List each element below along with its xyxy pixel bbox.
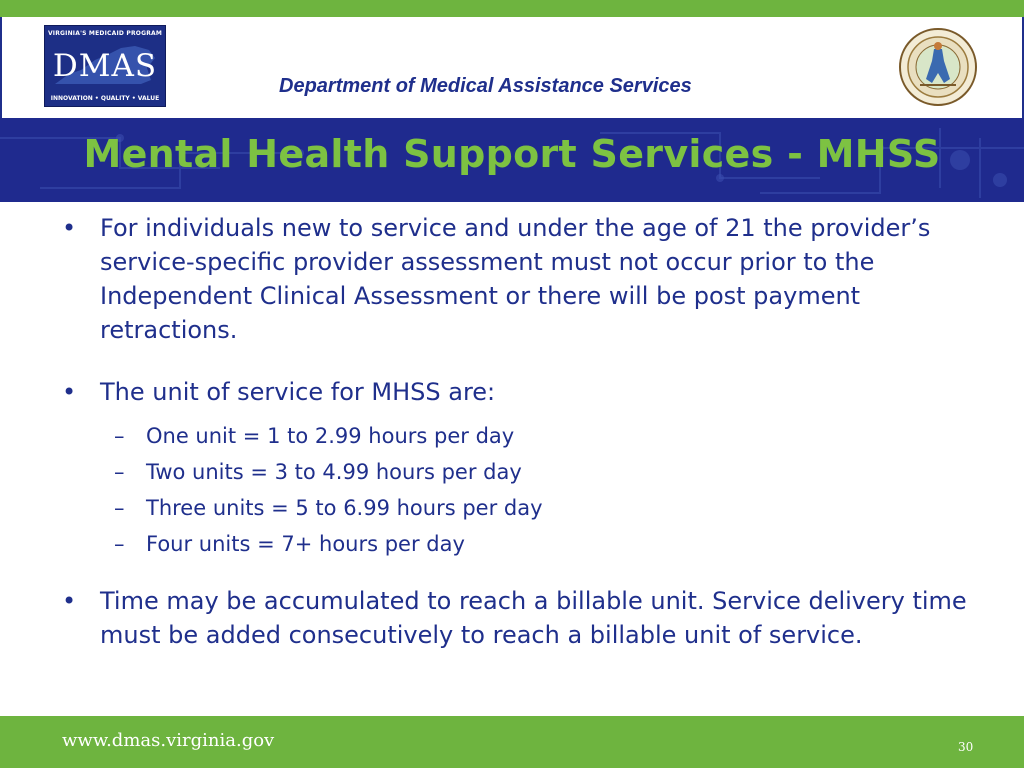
bullet-text: The unit of service for MHSS are:: [100, 378, 496, 406]
sub-bullet-item: [58, 526, 978, 562]
dash-marker: –: [114, 424, 125, 448]
dash-marker: –: [114, 532, 125, 556]
bullet-text: For individuals new to service and under the age of 21 the provider’s service-specific provider assessment must not occur prior to the Independent Clinical Assessment or there will be post payment retractions.: [100, 214, 931, 344]
title-band: [0, 118, 1024, 202]
virginia-seal-icon: [898, 27, 978, 107]
bullet-marker: •: [62, 214, 77, 242]
sub-bullet-item: [58, 454, 978, 490]
dmas-logo: [44, 25, 166, 107]
page-number: 30: [958, 740, 974, 754]
logo-top-text: VIRGINIA'S MEDICAID PROGRAM: [47, 30, 163, 37]
sub-bullet-item: [58, 490, 978, 526]
footer-bar: [0, 716, 1024, 768]
bullet-item: [58, 584, 978, 652]
dash-marker: –: [114, 460, 125, 484]
slide-content: [58, 211, 978, 652]
header: [0, 17, 1024, 118]
logo-tagline: INNOVATION • QUALITY • VALUE: [50, 95, 160, 102]
top-accent-bar: [0, 0, 1024, 17]
sub-bullet-item: [58, 418, 978, 454]
sub-bullet-text: Three units = 5 to 6.99 hours per day: [146, 496, 543, 520]
footer-url-link[interactable]: www.dmas.virginia.gov: [62, 730, 275, 751]
department-name: Department of Medical Assistance Services: [279, 75, 692, 97]
sub-bullet-text: One unit = 1 to 2.99 hours per day: [146, 424, 515, 448]
bullet-text: Time may be accumulated to reach a billable unit. Service delivery time must be added consecutively to reach a billable unit of service.: [100, 587, 967, 649]
sub-bullet-text: Two units = 3 to 4.99 hours per day: [146, 460, 522, 484]
bullet-item: [58, 211, 978, 347]
unit-list: [58, 418, 978, 562]
bullet-item: [58, 375, 978, 409]
logo-wordmark: DMAS: [52, 48, 158, 84]
bullet-marker: •: [62, 587, 77, 615]
sub-bullet-text: Four units = 7+ hours per day: [146, 532, 465, 556]
slide-title: Mental Health Support Services - MHSS: [83, 132, 941, 176]
bullet-marker: •: [62, 378, 77, 406]
dash-marker: –: [114, 496, 125, 520]
